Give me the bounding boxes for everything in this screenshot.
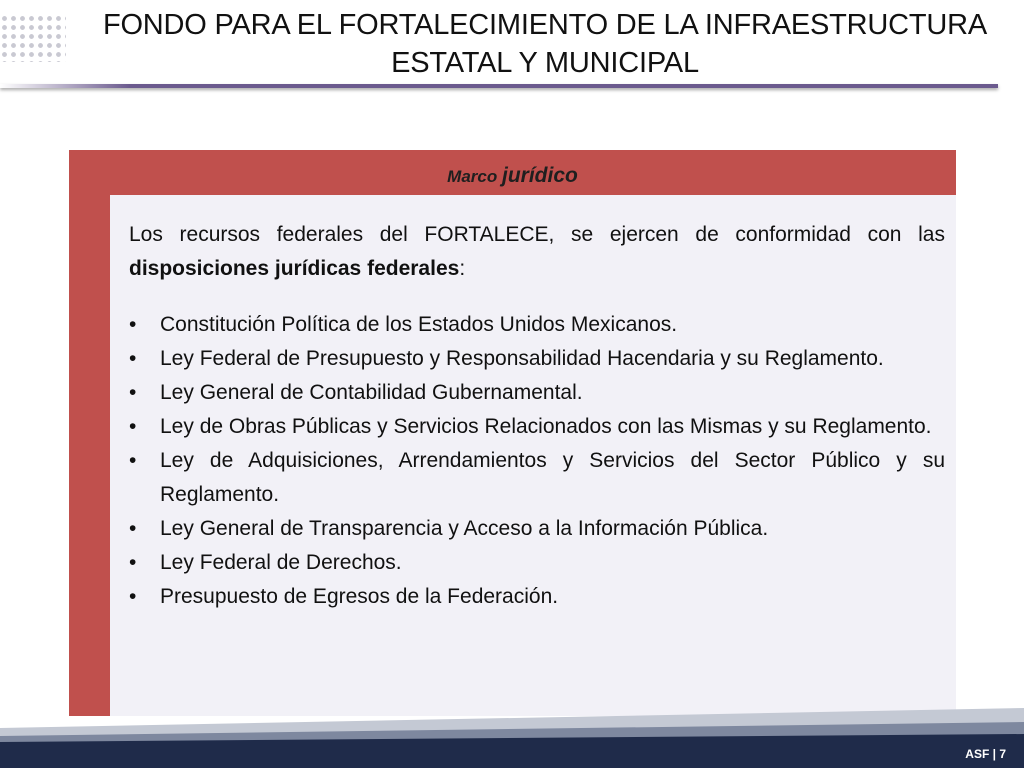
bullet-icon: • (129, 551, 137, 574)
bullet-icon: • (129, 517, 137, 540)
footer-band (0, 708, 1024, 768)
page-number: ASF | 7 (965, 747, 1006, 761)
list-item-text: Ley de Obras Públicas y Servicios Relacionados con las Mismas y su Reglamento. (160, 415, 932, 438)
panel-heading-big: jurídico (501, 164, 578, 187)
list-item (129, 410, 945, 444)
list-item (129, 444, 945, 512)
list-item-text: Ley de Adquisiciones, Arrendamientos y Servicios del Sector Público y su Reglamento. (160, 449, 945, 506)
list-item-text: Constitución Política de los Estados Unidos Mexicanos. (160, 313, 678, 336)
intro-suffix: : (459, 257, 466, 280)
bullet-icon: • (129, 381, 137, 404)
footer-wave-decoration (0, 708, 1024, 768)
bullet-icon: • (129, 313, 137, 336)
list-item-text: Presupuesto de Egresos de la Federación. (160, 585, 559, 608)
list-item-text: Ley General de Transparencia y Acceso a la Información Pública. (160, 517, 769, 540)
list-item (129, 342, 945, 376)
intro-paragraph (129, 218, 945, 286)
dot-pattern-decoration (0, 14, 66, 62)
bullet-icon: • (129, 415, 137, 438)
list-item-text: Ley General de Contabilidad Gubernamental. (160, 381, 583, 404)
bullet-icon: • (129, 449, 137, 472)
list-item (129, 580, 945, 614)
intro-text: Los recursos federales del FORTALECE, se ejercen de conformidad con las (129, 223, 945, 246)
page-title (90, 6, 1000, 82)
title-line-2: ESTATAL Y MUNICIPAL (391, 47, 699, 79)
title-divider (0, 84, 998, 88)
intro-bold-text: disposiciones jurídicas federales (129, 257, 460, 280)
list-item (129, 308, 945, 342)
panel-heading-small: Marco (447, 167, 498, 186)
list-item (129, 512, 945, 546)
legal-list (129, 308, 945, 614)
content-text (129, 218, 945, 614)
list-item (129, 376, 945, 410)
bullet-icon: • (129, 585, 137, 608)
list-item-text: Ley Federal de Derechos. (160, 551, 402, 574)
list-item (129, 546, 945, 580)
list-item-text: Ley Federal de Presupuesto y Responsabilidad Hacendaria y su Reglamento. (160, 347, 884, 370)
bullet-icon: • (129, 347, 137, 370)
title-line-1: FONDO PARA EL FORTALECIMIENTO DE LA INFRAESTRUCTURA (102, 9, 988, 41)
panel-heading (69, 158, 956, 194)
